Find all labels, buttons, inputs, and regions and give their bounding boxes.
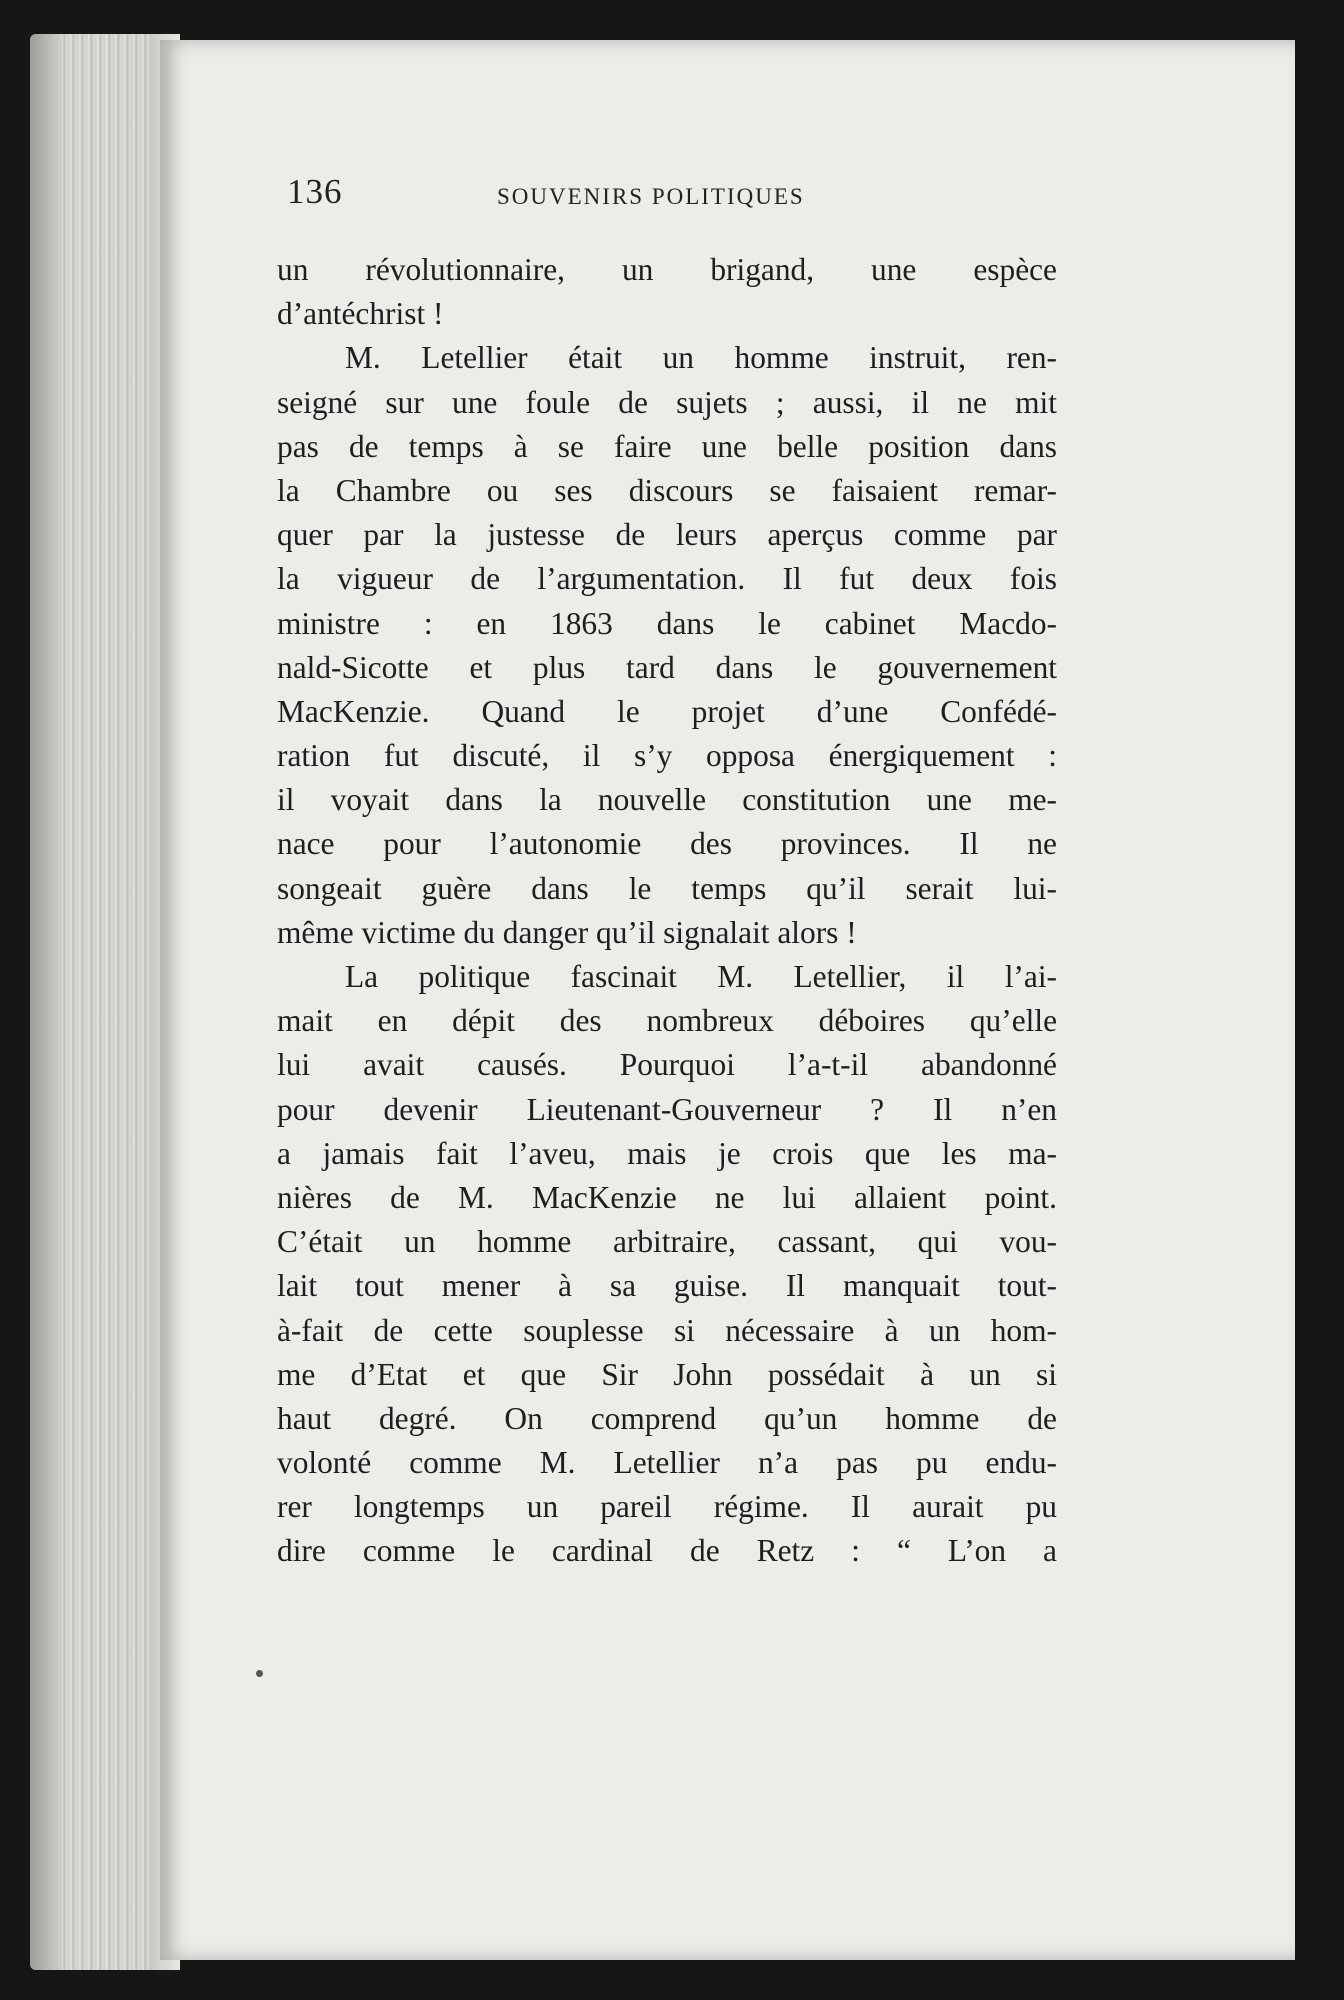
text-line: a jamais fait l’aveu, mais je crois que les ma- — [277, 1135, 1057, 1171]
text-line: rer longtemps un pareil régime. Il aurait pu — [277, 1489, 1057, 1525]
text-line: la vigueur de l’argumentation. Il fut deux fois — [277, 561, 1057, 597]
body-text — [277, 248, 1057, 1574]
text-line: lait tout mener à sa guise. Il manquait tout- — [277, 1268, 1057, 1304]
text-line: à-fait de cette souplesse si nécessaire à un hom- — [277, 1312, 1057, 1348]
text-line: nace pour l’autonomie des provinces. Il ne — [277, 826, 1057, 862]
text-line: C’était un homme arbitraire, cassant, qui vou- — [277, 1224, 1057, 1260]
text-line: ministre : en 1863 dans le cabinet Macdo- — [277, 605, 1057, 641]
text-line: seigné sur une foule de sujets ; aussi, il ne mit — [277, 384, 1057, 420]
text-line: La politique fascinait M. Letellier, il l’ai- — [345, 959, 1057, 994]
text-line: volonté comme M. Letellier n’a pas pu endu- — [277, 1445, 1057, 1481]
text-line: d’antéchrist ! — [277, 296, 444, 332]
text-line: pas de temps à se faire une belle position dans — [277, 428, 1057, 464]
running-head — [287, 164, 1047, 224]
text-line: songeait guère dans le temps qu’il serait lui- — [277, 870, 1057, 906]
text-line: nald-Sicotte et plus tard dans le gouvernement — [277, 649, 1057, 685]
text-line: MacKenzie. Quand le projet d’une Confédé- — [277, 693, 1057, 729]
text-line: mait en dépit des nombreux déboires qu’elle — [277, 1003, 1057, 1039]
text-line: un révolutionnaire, un brigand, une espèce — [277, 252, 1057, 287]
stacked-page-edges — [30, 34, 180, 1970]
page-number: 136 — [287, 172, 343, 211]
text-line: ration fut discuté, il s’y opposa énergiquement : — [277, 738, 1057, 774]
running-title: SOUVENIRS POLITIQUES — [497, 184, 805, 209]
text-line: quer par la justesse de leurs aperçus comme par — [277, 517, 1057, 553]
paper-speck — [256, 1670, 263, 1677]
text-line: me d’Etat et que Sir John possédait à un si — [277, 1356, 1057, 1392]
paragraph — [277, 955, 1057, 1574]
text-line: pour devenir Lieutenant-Gouverneur ? Il n’en — [277, 1091, 1057, 1127]
text-line: lui avait causés. Pourquoi l’a-t-il abandonné — [277, 1047, 1057, 1083]
paragraph — [277, 336, 1057, 955]
text-line: même victime du danger qu’il signalait alors ! — [277, 914, 857, 950]
text-line: haut degré. On comprend qu’un homme de — [277, 1400, 1057, 1436]
text-line: il voyait dans la nouvelle constitution une me- — [277, 782, 1057, 818]
text-line: la Chambre ou ses discours se faisaient remar- — [277, 472, 1057, 508]
text-line: nières de M. MacKenzie ne lui allaient point. — [277, 1179, 1057, 1215]
text-line: dire comme le cardinal de Retz : “ L’on a — [277, 1533, 1057, 1569]
paragraph — [277, 248, 1057, 336]
text-line: M. Letellier était un homme instruit, ren- — [345, 340, 1057, 376]
